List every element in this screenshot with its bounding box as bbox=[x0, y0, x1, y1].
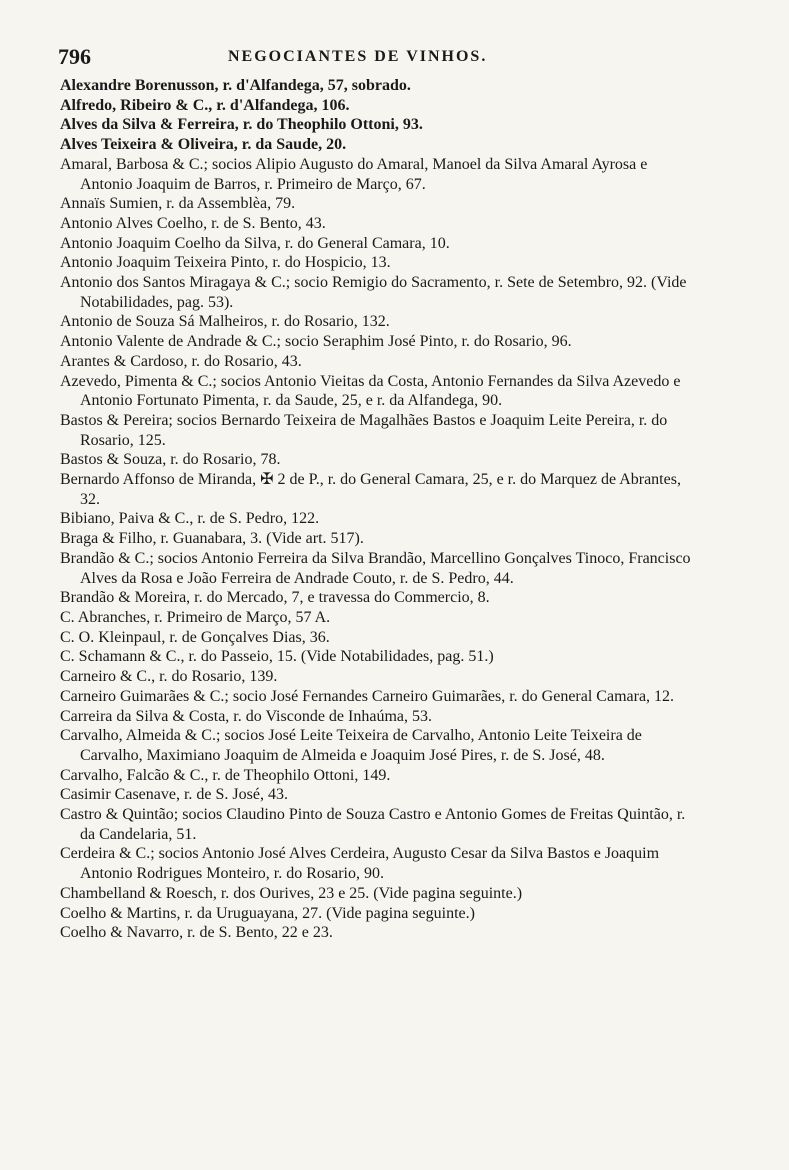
directory-entry: Cerdeira & C.; socios Antonio José Alves Cerdeira, Augusto Cesar da Silva Bastos e Joaquim Antonio Rodrigues Monteiro, r. do Rosario, 90. bbox=[60, 845, 660, 883]
directory-entry: Castro & Quintão; socios Claudino Pinto de Souza Castro e Antonio Gomes de Freitas Quintão, r. da Candelaria, 51. bbox=[60, 806, 686, 843]
directory-entry: Carneiro Guimarães & C.; socio José Fernandes Carneiro Guimarães, r. do General Camara, 12. bbox=[60, 687, 675, 705]
directory-entry: Chambelland & Roesch, r. dos Ourives, 23 e 25. (Vide pagina seguinte.) bbox=[60, 884, 523, 902]
page-number: 796 bbox=[58, 44, 91, 69]
directory-entry: Alves Teixeira & Oliveira, r. da Saude, 20. bbox=[60, 136, 347, 154]
directory-entry: Bibiano, Paiva & C., r. de S. Pedro, 122. bbox=[60, 510, 320, 528]
page-header bbox=[58, 44, 729, 70]
directory-entry: Bastos & Pereira; socios Bernardo Teixeira de Magalhães Bastos e Joaquim Leite Pereira, r. do Rosario, 125. bbox=[60, 411, 668, 449]
directory-entry: Azevedo, Pimenta & C.; socios Antonio Vieitas da Costa, Antonio Fernandes da Silva Azevedo e Antonio Fortunato Pimenta, r. da Saude, 25, e r. da Alfandega, 90. bbox=[60, 372, 681, 410]
directory-entry: Carvalho, Almeida & C.; socios José Leite Teixeira de Carvalho, Antonio Leite Teixeira de Carvalho, Maximiano Joaquim de Almeida e Joaquim José Pires, r. de S. José, 48. bbox=[60, 727, 642, 764]
directory-entry: Coelho & Martins, r. da Uruguayana, 27. (Vide pagina seguinte.) bbox=[60, 904, 475, 922]
directory-entry: Brandão & C.; socios Antonio Ferreira da Silva Brandão, Marcellino Gonçalves Tinoco, Francisco Alves da Rosa e João Ferreira de Andrade Couto, r. de S. Pedro, 44. bbox=[60, 549, 691, 587]
directory-entry: Brandão & Moreira, r. do Mercado, 7, e travessa do Commercio, 8. bbox=[60, 589, 490, 607]
directory-entry: Bastos & Souza, r. do Rosario, 78. bbox=[60, 451, 281, 469]
directory-entry: Amaral, Barbosa & C.; socios Alipio Augusto do Amaral, Manoel da Silva Amaral Ayrosa e Antonio Joaquim de Barros, r. Primeiro de Março, 67. bbox=[60, 155, 648, 193]
directory-entry: Bernardo Affonso de Miranda, ✠ 2 de P., r. do General Camara, 25, e r. do Marquez de Abrantes, 32. bbox=[60, 471, 681, 508]
directory-entry: Carneiro & C., r. do Rosario, 139. bbox=[60, 668, 278, 686]
directory-entry: Carreira da Silva & Costa, r. do Visconde de Inhaúma, 53. bbox=[60, 707, 432, 725]
directory-entry: Alfredo, Ribeiro & C., r. d'Alfandega, 106. bbox=[60, 96, 350, 114]
directory-entry: Antonio Joaquim Teixeira Pinto, r. do Hospicio, 13. bbox=[60, 254, 391, 272]
directory-entry: Antonio dos Santos Miragaya & C.; socio Remigio do Sacramento, r. Sete de Setembro, 92. (Vide Notabilidades, pag. 53). bbox=[60, 274, 687, 311]
directory-entry: Alves da Silva & Ferreira, r. do Theophilo Ottoni, 93. bbox=[60, 116, 423, 134]
directory-entry: C. Abranches, r. Primeiro de Março, 57 A. bbox=[60, 608, 331, 626]
merchant-directory-list bbox=[60, 76, 700, 943]
directory-entry: Antonio Alves Coelho, r. de S. Bento, 43. bbox=[60, 214, 326, 232]
directory-entry: Carvalho, Falcão & C., r. de Theophilo Ottoni, 149. bbox=[60, 766, 391, 784]
directory-entry: Antonio de Souza Sá Malheiros, r. do Rosario, 132. bbox=[60, 313, 390, 331]
directory-entry: Alexandre Borenusson, r. d'Alfandega, 57, sobrado. bbox=[60, 77, 411, 94]
directory-entry: Annaïs Sumien, r. da Assemblèa, 79. bbox=[60, 195, 296, 213]
directory-entry: Arantes & Cardoso, r. do Rosario, 43. bbox=[60, 352, 302, 370]
directory-entry: Braga & Filho, r. Guanabara, 3. (Vide art. 517). bbox=[60, 530, 364, 548]
directory-entry: Casimir Casenave, r. de S. José, 43. bbox=[60, 786, 288, 804]
directory-entry: Antonio Valente de Andrade & C.; socio Seraphim José Pinto, r. do Rosario, 96. bbox=[60, 333, 572, 351]
directory-entry: Antonio Joaquim Coelho da Silva, r. do General Camara, 10. bbox=[60, 234, 450, 252]
running-title: NEGOCIANTES DE VINHOS. bbox=[228, 48, 488, 65]
directory-entry: C. O. Kleinpaul, r. de Gonçalves Dias, 36. bbox=[60, 628, 330, 646]
directory-entry: Coelho & Navarro, r. de S. Bento, 22 e 23. bbox=[60, 924, 333, 942]
directory-entry: C. Schamann & C., r. do Passeio, 15. (Vide Notabilidades, pag. 51.) bbox=[60, 648, 494, 666]
